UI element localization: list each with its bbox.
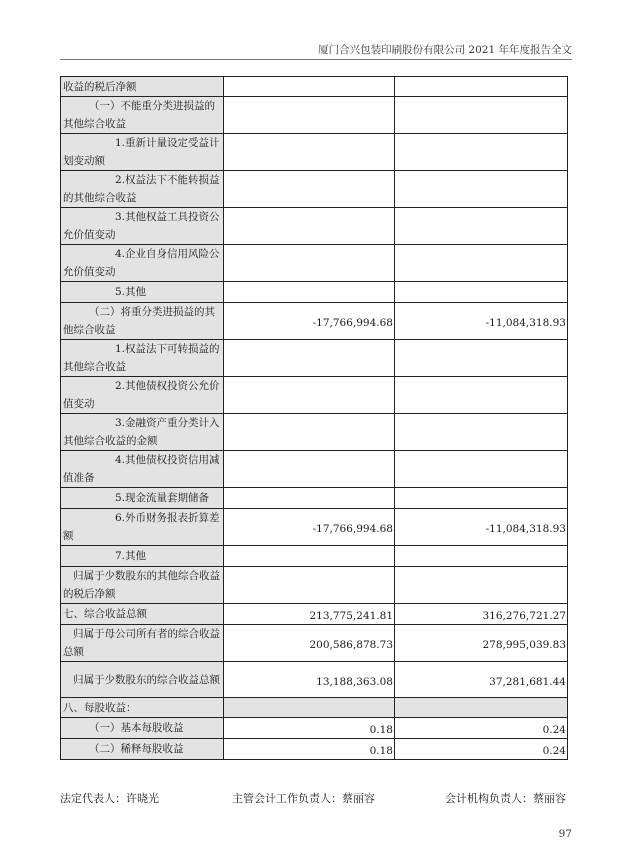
row-label bbox=[61, 625, 224, 662]
row-label bbox=[61, 739, 224, 760]
table-row bbox=[61, 698, 568, 718]
value-text: -11,084,318.93 bbox=[485, 523, 566, 535]
table-row bbox=[61, 245, 568, 282]
prior-period-value bbox=[395, 488, 568, 509]
current-period-value bbox=[224, 546, 395, 567]
row-label bbox=[61, 718, 224, 739]
current-period-value bbox=[224, 97, 395, 134]
row-label-text: 归属于少数股东的其他综合收益的税后净额 bbox=[63, 570, 220, 600]
table-row bbox=[61, 662, 568, 698]
prior-period-value bbox=[395, 414, 568, 451]
value-text: 0.18 bbox=[369, 745, 393, 757]
accounting-org-head: 会计机构负责人：蔡丽容 bbox=[445, 792, 566, 805]
current-period-value bbox=[224, 662, 395, 698]
row-label bbox=[61, 509, 224, 546]
table-row bbox=[61, 604, 568, 625]
row-label-text: 4.其他债权投资信用减值准备 bbox=[63, 454, 220, 484]
row-label bbox=[61, 134, 224, 171]
row-label-text: 归属于母公司所有者的综合收益总额 bbox=[63, 628, 220, 658]
table-row bbox=[61, 377, 568, 414]
value-text: 13,188,363.08 bbox=[316, 675, 393, 688]
prior-period-value bbox=[395, 509, 568, 546]
table-row bbox=[61, 282, 568, 303]
table-row bbox=[61, 451, 568, 488]
prior-period-value bbox=[395, 77, 568, 97]
table-row bbox=[61, 509, 568, 546]
value-text: -17,766,994.68 bbox=[312, 523, 393, 535]
table-body bbox=[61, 77, 568, 760]
prior-period-value bbox=[395, 662, 568, 698]
current-period-value bbox=[224, 604, 395, 625]
prior-period-value bbox=[395, 739, 568, 760]
row-label bbox=[61, 303, 224, 340]
table-row bbox=[61, 718, 568, 739]
header-divider bbox=[60, 59, 572, 60]
current-period-value bbox=[224, 282, 395, 303]
current-period-value bbox=[224, 414, 395, 451]
row-label-text: 收益的税后净额 bbox=[63, 80, 137, 93]
table-row bbox=[61, 567, 568, 604]
row-label-text: 3.其他权益工具投资公允价值变动 bbox=[63, 211, 220, 241]
prior-period-value bbox=[395, 171, 568, 208]
table-row bbox=[61, 171, 568, 208]
value-text: -17,766,994.68 bbox=[312, 317, 393, 329]
row-label bbox=[61, 208, 224, 245]
value-text: 0.24 bbox=[542, 724, 566, 736]
row-label bbox=[61, 546, 224, 567]
row-label-text: （二）将重分类进损益的其他综合收益 bbox=[63, 306, 215, 336]
table-row bbox=[61, 303, 568, 340]
value-text: 213,775,241.81 bbox=[309, 610, 393, 622]
current-period-value bbox=[224, 340, 395, 377]
row-label-text: 归属于少数股东的综合收益总额 bbox=[73, 673, 220, 686]
value-text: 37,281,681.44 bbox=[489, 675, 566, 688]
row-label bbox=[61, 340, 224, 377]
comprehensive-income-table bbox=[60, 76, 568, 760]
row-label-text: 6.外币财务报表折算差额 bbox=[63, 512, 220, 542]
value-text: 0.18 bbox=[369, 724, 393, 736]
prior-period-value bbox=[395, 625, 568, 662]
row-label bbox=[61, 282, 224, 303]
row-label-text: （二）稀释每股收益 bbox=[89, 743, 184, 755]
current-period-value bbox=[224, 488, 395, 509]
current-period-value bbox=[224, 625, 395, 662]
table-row bbox=[61, 546, 568, 567]
table-row bbox=[61, 625, 568, 662]
row-label bbox=[61, 377, 224, 414]
page-number: 97 bbox=[558, 828, 572, 840]
row-label bbox=[61, 567, 224, 604]
current-period-value bbox=[224, 567, 395, 604]
current-period-value bbox=[224, 134, 395, 171]
table-row bbox=[61, 414, 568, 451]
row-label bbox=[61, 488, 224, 509]
prior-period-value bbox=[395, 282, 568, 303]
table-row bbox=[61, 134, 568, 171]
row-label-text: 2.权益法下不能转损益的其他综合收益 bbox=[63, 174, 220, 204]
row-label bbox=[61, 604, 224, 625]
row-label bbox=[61, 171, 224, 208]
row-label-text: 1.权益法下可转损益的其他综合收益 bbox=[63, 343, 220, 373]
row-label-text: 7.其他 bbox=[115, 550, 147, 562]
row-label-text: 5.其他 bbox=[115, 286, 147, 298]
value-text: 278,995,039.83 bbox=[482, 639, 566, 651]
prior-period-value bbox=[395, 451, 568, 488]
accounting-head: 主管会计工作负责人：蔡丽容 bbox=[232, 792, 375, 805]
current-period-value bbox=[224, 171, 395, 208]
prior-period-value bbox=[395, 604, 568, 625]
row-label bbox=[61, 451, 224, 488]
table-row bbox=[61, 77, 568, 97]
value-text: 0.24 bbox=[542, 745, 566, 757]
table-row bbox=[61, 340, 568, 377]
row-label-text: （一）基本每股收益 bbox=[89, 722, 184, 734]
prior-period-value bbox=[395, 546, 568, 567]
row-label-text: 2.其他债权投资公允价值变动 bbox=[63, 380, 220, 410]
current-period-value bbox=[224, 303, 395, 340]
row-label-text: 3.金融资产重分类计入其他综合收益的金额 bbox=[63, 417, 220, 447]
row-label bbox=[61, 77, 224, 97]
prior-period-value bbox=[395, 377, 568, 414]
current-period-value bbox=[224, 509, 395, 546]
legal-representative: 法定代表人：许晓光 bbox=[60, 792, 159, 805]
row-label-text: 七、综合收益总额 bbox=[63, 608, 147, 620]
current-period-value bbox=[224, 245, 395, 282]
prior-period-value bbox=[395, 567, 568, 604]
row-label-text: （一）不能重分类进损益的其他综合收益 bbox=[63, 100, 215, 130]
current-period-value bbox=[224, 739, 395, 760]
current-period-value bbox=[224, 718, 395, 739]
row-label bbox=[61, 414, 224, 451]
prior-period-value bbox=[395, 340, 568, 377]
report-header-title: 厦门合兴包装印刷股份有限公司 2021 年年度报告全文 bbox=[318, 44, 572, 56]
current-period-value bbox=[224, 208, 395, 245]
table-row bbox=[61, 488, 568, 509]
value-text: 200,586,878.73 bbox=[309, 639, 393, 651]
prior-period-value bbox=[395, 208, 568, 245]
value-text: -11,084,318.93 bbox=[485, 317, 566, 329]
prior-period-value bbox=[395, 245, 568, 282]
table-row bbox=[61, 97, 568, 134]
row-label-text: 八、每股收益： bbox=[63, 701, 137, 714]
current-period-value bbox=[224, 377, 395, 414]
row-label bbox=[61, 245, 224, 282]
row-label-text: 5.现金流量套期储备 bbox=[115, 492, 210, 504]
current-period-value bbox=[224, 77, 395, 97]
prior-period-value bbox=[395, 97, 568, 134]
current-period-value bbox=[224, 698, 395, 718]
value-text: 316,276,721.27 bbox=[482, 610, 566, 622]
prior-period-value bbox=[395, 698, 568, 718]
prior-period-value bbox=[395, 303, 568, 340]
row-label-text: 4.企业自身信用风险公允价值变动 bbox=[63, 248, 220, 278]
prior-period-value bbox=[395, 134, 568, 171]
current-period-value bbox=[224, 451, 395, 488]
row-label-text: 1.重新计量设定受益计划变动额 bbox=[63, 137, 220, 167]
table-row bbox=[61, 739, 568, 760]
prior-period-value bbox=[395, 718, 568, 739]
row-label bbox=[61, 698, 224, 718]
row-label bbox=[61, 97, 224, 134]
row-label bbox=[61, 662, 224, 698]
table-row bbox=[61, 208, 568, 245]
